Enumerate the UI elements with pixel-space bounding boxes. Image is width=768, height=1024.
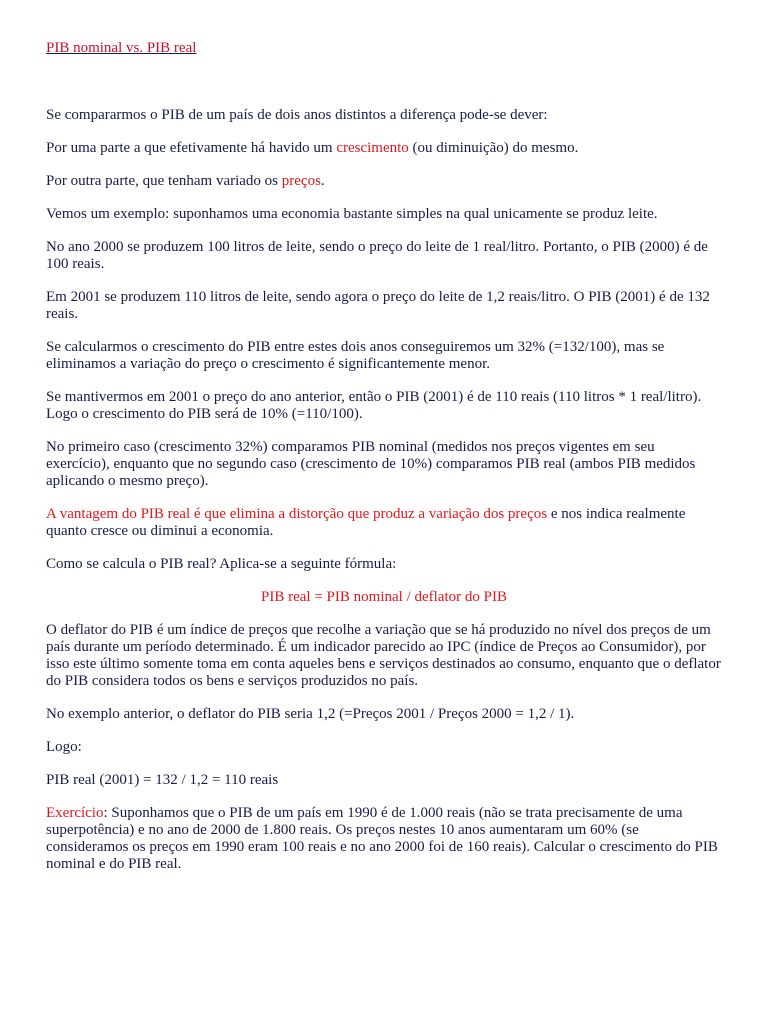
- formula-pib-real: PIB real = PIB nominal / deflator do PIB: [261, 589, 507, 605]
- paragraph-intro: Se compararmos o PIB de um país de dois anos distintos a diferença pode-se dever:: [46, 107, 548, 123]
- paragraph-growth: [46, 140, 722, 157]
- paragraph-year-2000: No ano 2000 se produzem 100 litros de leite, sendo o preço do leite de 1 real/litro. Portanto, o PIB (2000) é de 100 reais.: [46, 239, 708, 272]
- paragraph-prices-text: Por outra parte, que tenham variado os: [46, 173, 282, 189]
- paragraph-constant-price: Se mantivermos em 2001 o preço do ano anterior, então o PIB (2001) é de 110 reais (110 litros * 1 real/litro). Logo o crescimento do PIB será de 10% (=110/100).: [46, 389, 702, 422]
- paragraph-growth-tail: (ou diminuição) do mesmo.: [408, 140, 579, 156]
- paragraph-example: Vemos um exemplo: suponhamos uma economia bastante simples na qual unicamente se produz leite.: [46, 206, 658, 222]
- highlight-exercicio: Exercício: [46, 805, 104, 821]
- paragraph-year-2001: Em 2001 se produzem 110 litros de leite, sendo agora o preço do leite de 1,2 reais/litro. O PIB (2001) é de 132 reais.: [46, 289, 710, 322]
- paragraph-advantage-tail: e nos indica realmente quanto cresce ou diminui a economia.: [46, 506, 686, 539]
- paragraph-logo: Logo:: [46, 739, 82, 755]
- paragraph-exercise: [46, 805, 722, 873]
- paragraph-formula-intro: Como se calcula o PIB real? Aplica-se a seguinte fórmula:: [46, 556, 397, 572]
- paragraph-deflator: O deflator do PIB é um índice de preços que recolhe a variação que se há produzido no nível dos preços de um país durante um período determinado. É um indicador parecido ao IPC (índice de Preços ao Consumidor), por isso este último somente toma em conta aqueles bens e serviços destinados ao consumo, enquanto que o deflator do PIB considera todos os bens e serviços produzidos no país.: [46, 622, 721, 689]
- paragraph-prices-tail: .: [320, 173, 325, 189]
- paragraph-deflator-example: No exemplo anterior, o deflator do PIB seria 1,2 (=Preços 2001 / Preços 2000 = 1,2 / 1).: [46, 706, 575, 722]
- paragraph-growth-calc: Se calcularmos o crescimento do PIB entre estes dois anos conseguiremos um 32% (=132/100), mas se eliminamos a variação do preço o crescimento é significantemente menor.: [46, 339, 665, 372]
- paragraph-prices: [46, 173, 722, 190]
- highlight-crescimento: crescimento: [336, 140, 409, 156]
- paragraph-result: PIB real (2001) = 132 / 1,2 = 110 reais: [46, 772, 279, 788]
- paragraph-nominal-vs-real: No primeiro caso (crescimento 32%) comparamos PIB nominal (medidos nos preços vigentes em seu exercício), enquanto que no segundo caso (crescimento de 10%) comparamos PIB real (ambos PIB medidos aplicando o mesmo preço).: [46, 439, 696, 489]
- highlight-advantage: A vantagem do PIB real é que elimina a distorção que produz a variação dos preços: [46, 506, 548, 522]
- document-page: [46, 40, 722, 889]
- paragraph-growth-text: Por uma parte a que efetivamente há havido um: [46, 140, 337, 156]
- paragraph-advantage: [46, 506, 722, 540]
- highlight-precos: preços: [281, 173, 321, 189]
- document-title: PIB nominal vs. PIB real: [46, 40, 197, 56]
- paragraph-exercise-text: : Suponhamos que o PIB de um país em 1990 é de 1.000 reais (não se trata precisamente de uma superpotência) e no ano de 2000 de 1.800 reais. Os preços nestes 10 anos aumentaram um 60% (se consideramos os preços em 1990 eram 100 reais e no ano 2000 foi de 160 reais). Calcular o crescimento do PIB nominal e do PIB real.: [46, 805, 718, 872]
